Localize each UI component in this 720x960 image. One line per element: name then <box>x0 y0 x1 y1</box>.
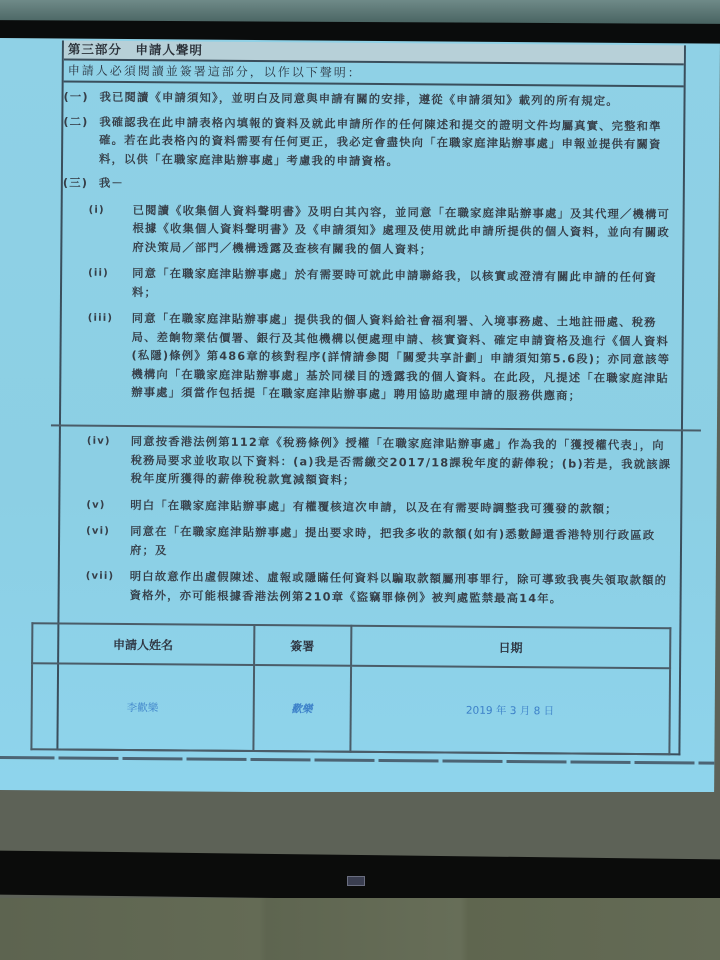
signature-table-values <box>31 663 670 754</box>
signature-table-header <box>32 623 670 668</box>
sub-item-ii <box>88 265 676 307</box>
background-surface <box>0 898 720 960</box>
brand-logo-icon <box>347 876 365 886</box>
bottom-rule <box>0 756 714 765</box>
sub-item-i <box>88 201 676 261</box>
sub-item-number: (vi) <box>86 525 111 537</box>
sub-item-number: (iii) <box>87 312 114 324</box>
declaration-number: (三) <box>62 176 89 190</box>
sub-item-vii <box>86 568 674 610</box>
sub-item-number: (v) <box>86 499 106 511</box>
projection-screen <box>0 38 720 796</box>
declaration-text: 我已閱讀《申請須知》，並明白及同意與申請有關的安排，遵從《申請須知》載列的所有規定。 <box>99 90 619 108</box>
sub-item-text: 明白故意作出虛假陳述、虛報或隱瞞任何資料以騙取款額屬刑事罪行，除可導致我喪失領取款額的資格外，亦可能根據香港法例第210章《盜竊罪條例》被判處監禁最高14年。 <box>129 570 668 605</box>
sub-item-iii <box>87 310 676 407</box>
sub-item-vi <box>86 523 674 565</box>
declaration-3 <box>63 174 677 197</box>
declaration-number: (一) <box>63 90 89 104</box>
declaration-2 <box>63 113 677 173</box>
sub-item-number: (vii) <box>85 570 115 582</box>
sub-item-number: (i) <box>88 204 105 216</box>
sub-item-text: 同意按香港法例第112章《稅務條例》授權「在職家庭津貼辦事處」作為我的「獲授權代表」，向稅務局要求並收取以下資料：(a)我是否需繳交2017/18課稅年度的薪俸稅；(b)若是，我就該課稅年度所獲得的薪俸稅稅款寬減額資料； <box>130 435 672 487</box>
date-value: 2019 年 3 月 8 日 <box>350 666 670 755</box>
sub-item-text: 已閱讀《收集個人資料聲明書》及明白其內容，並同意「在職家庭津貼辦事處」及其代理／機構可根據《收集個人資料聲明書》及《申請須知》處理及使用就此申請所提供的個人資料，並向有關政府決策局／部門／機構透露及查核有關我的個人資料； <box>132 203 671 256</box>
sub-item-text: 明白「在職家庭津貼辦事處」有權覆核這次申請，以及在有需要時調整我可獲發的款額； <box>130 498 618 516</box>
header-date: 日期 <box>351 626 671 669</box>
declaration-form <box>56 40 686 755</box>
screen-bottom-frame <box>0 792 720 860</box>
signature-table <box>30 622 671 755</box>
instruction-line: 申請人必須閱讀並簽署這部分，以作以下聲明： <box>64 61 684 88</box>
declaration-text: 我確認我在此申請表格內填報的資料及就此申請所作的任何陳述和提交的證明文件均屬真實、完整和準確。若在此表格內的資料需要有任何更正，我必定會盡快向「在職家庭津貼辦事處」申報並提供有關資料，以供「在職家庭津貼辦事處」考慮我的申請資格。 <box>99 115 662 168</box>
applicant-name-value: 李歡樂 <box>31 663 253 751</box>
sub-item-v <box>86 496 674 519</box>
signature-value: 歡樂 <box>253 665 351 752</box>
sub-item-text: 同意「在職家庭津貼辦事處」提供我的個人資料給社會福利署、入境事務處、土地註冊處、稅務局、差餉物業估價署、銀行及其他機構以便處理申請、核實資料、確定申請資格及進行《個人資料(私隱)條例》第486章的核對程序(詳情請參閱「關愛共享計劃」申請須知第5.6段)；亦同意該等機構向「在職家庭津貼辦事處」基於同樣目的透露我的個人資料。在此段，凡提述「在職家庭津貼辦事處」須當作包括提「在職家庭津貼辦事處」聘用協助處理申請的服務供應商； <box>131 312 671 403</box>
declaration-number: (二) <box>63 115 89 129</box>
sub-item-text: 同意在「在職家庭津貼辦事處」提出要求時，把我多收的款額(如有)悉數歸還香港特別行政區政府；及 <box>129 525 656 557</box>
page-break-divider <box>51 424 701 431</box>
declaration-1 <box>63 89 677 112</box>
sub-item-text: 同意「在職家庭津貼辦事處」於有需要時可就此申請聯絡我，以核實或澄清有關此申請的任何資料； <box>131 267 658 299</box>
declaration-text: 我－ <box>98 176 124 190</box>
sub-item-number: (ii) <box>88 267 109 279</box>
header-signature: 簽署 <box>254 625 351 666</box>
sub-item-iv <box>86 433 674 493</box>
sub-item-number: (iv) <box>86 435 111 447</box>
header-applicant-name: 申請人姓名 <box>32 623 254 665</box>
section-title: 第三部分 申請人聲明 <box>64 41 684 66</box>
